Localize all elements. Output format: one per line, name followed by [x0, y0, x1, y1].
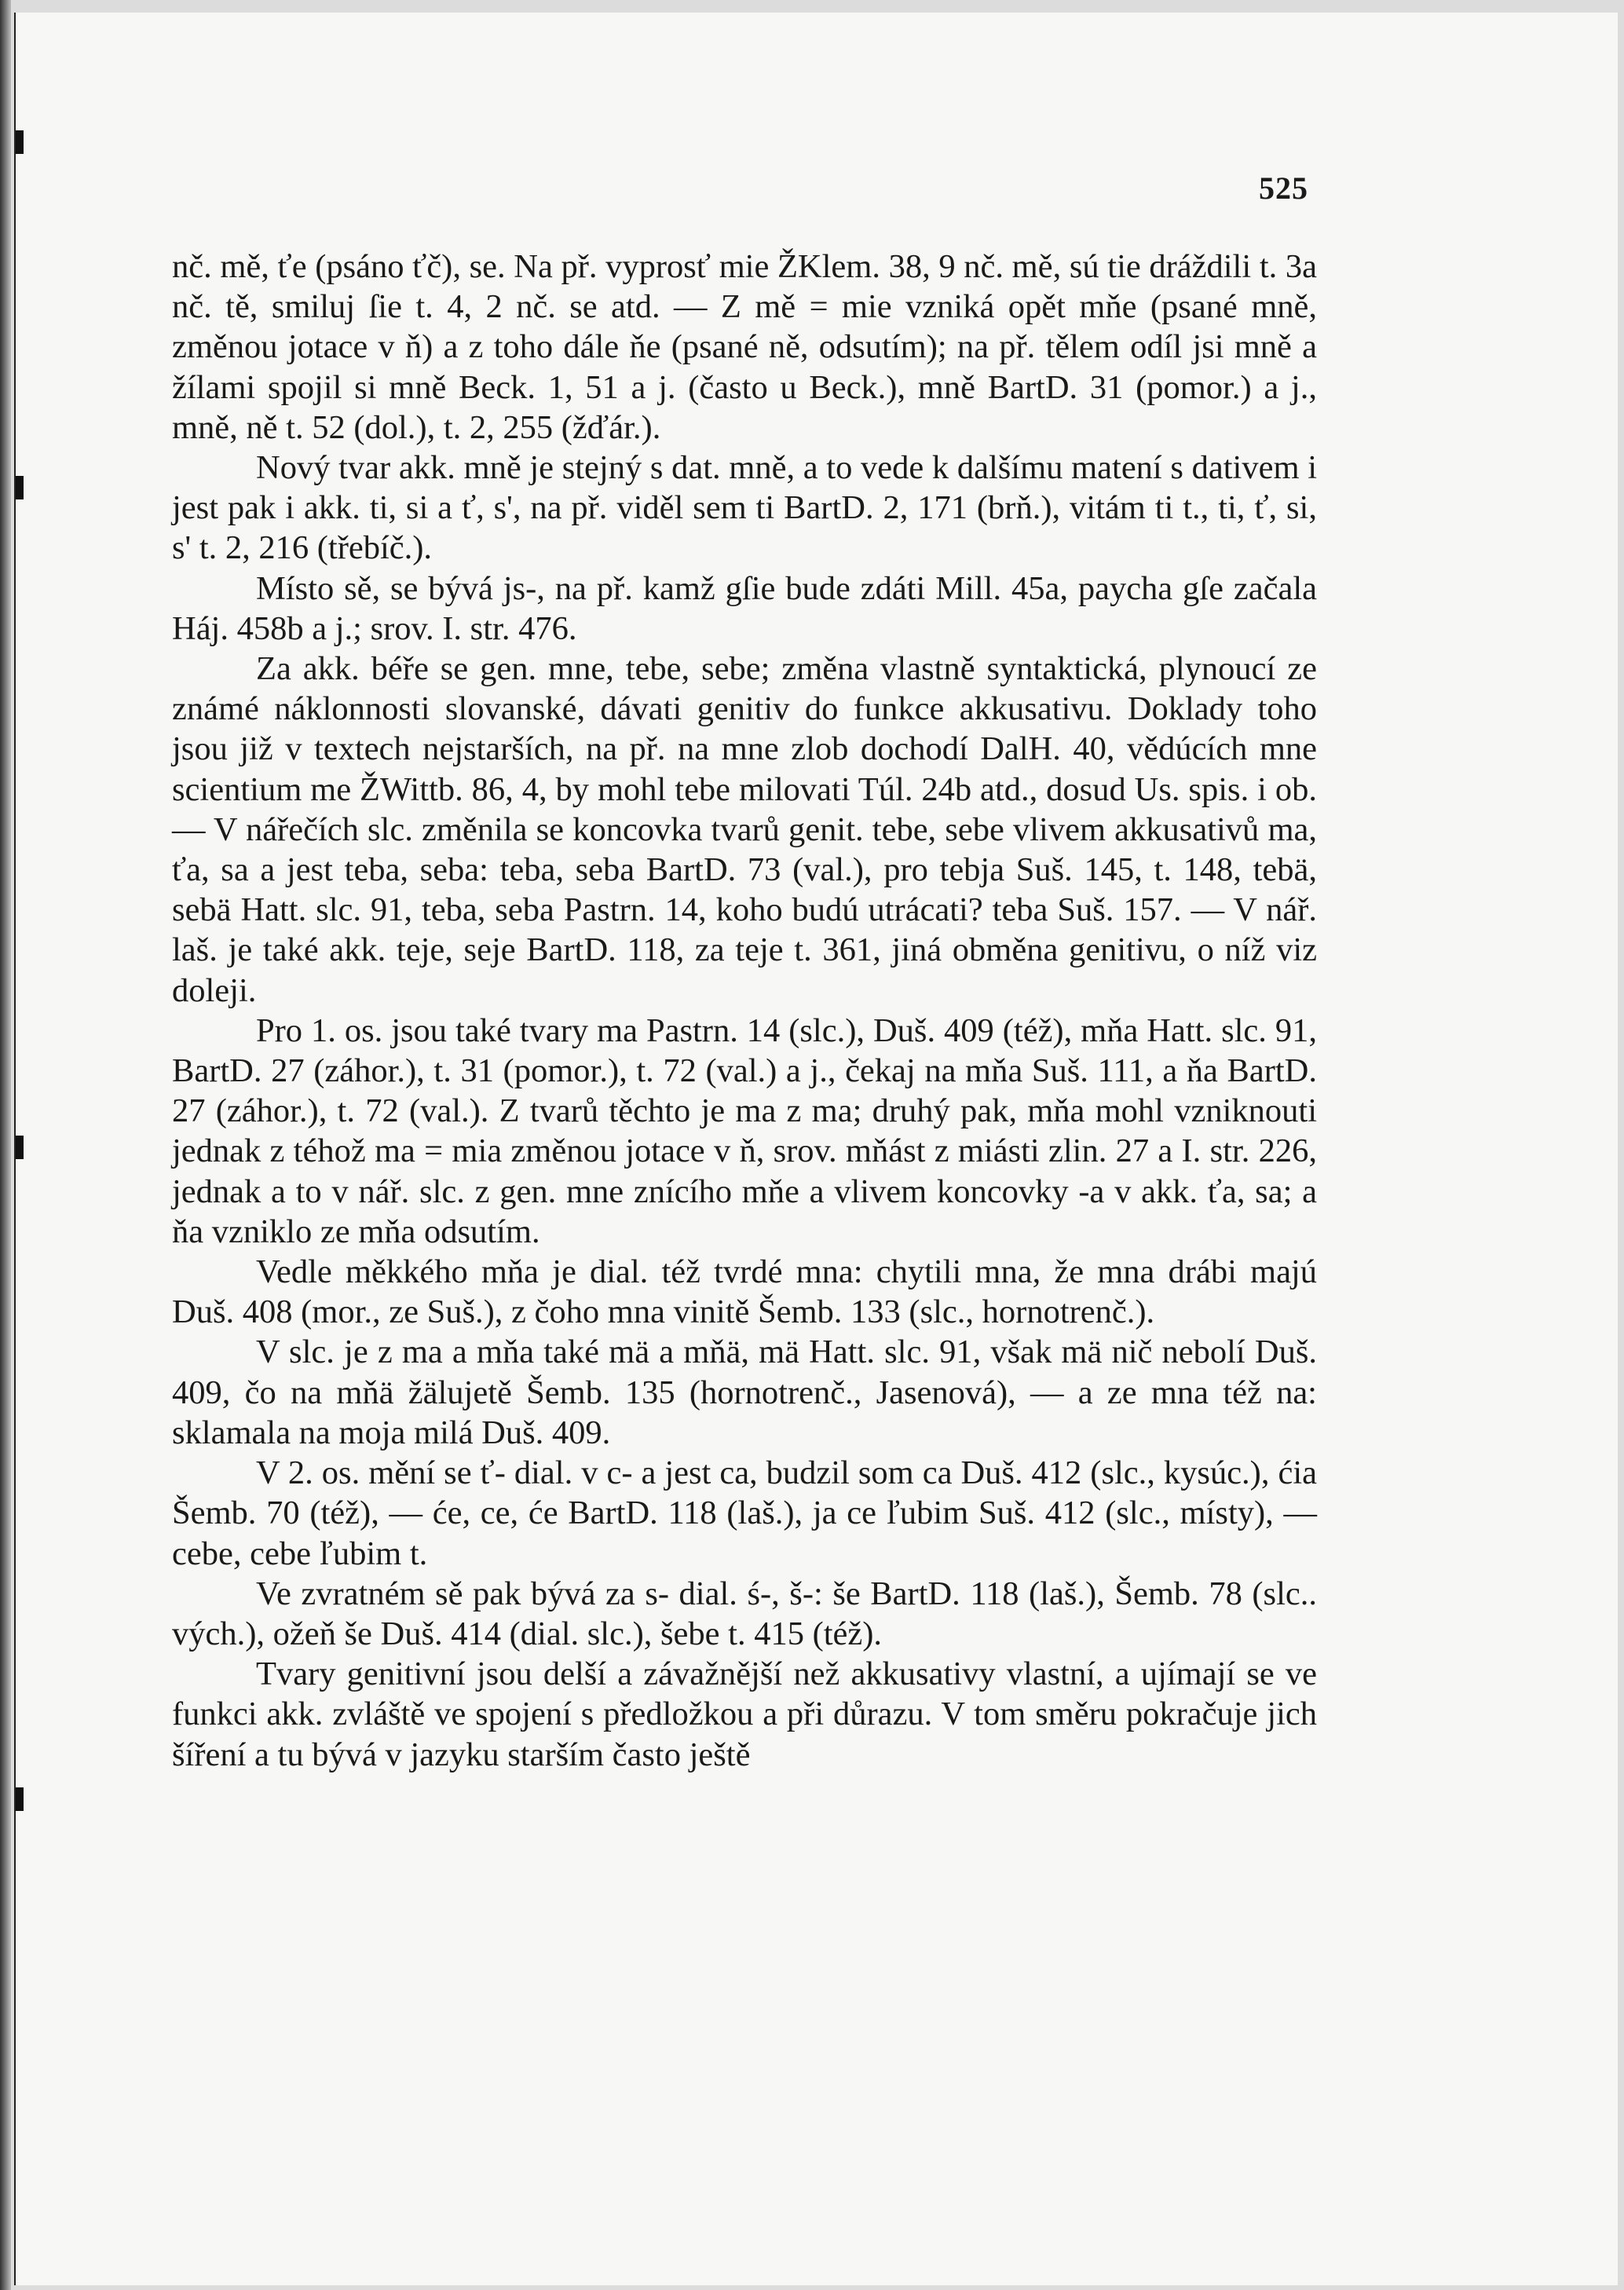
paragraph: Ve zvratném sě pak bývá za s- dial. ś-, š-: še BartD. 118 (laš.), Šemb. 78 (slc.. vých.), ožeň še Duš. 414 (dial. slc.), šebe t. 415 (též).: [172, 1575, 1317, 1652]
book-page: [14, 13, 1618, 2285]
margin-mark: [16, 1787, 24, 1811]
paragraph: Nový tvar akk. mně je stejný s dat. mně, a to vede k dalšímu matení s dativem i jest pak i akk. ti, si a ť, s', na př. viděl sem ti BartD. 2, 171 (brň.), vitám ti t., ti, ť, si, s' t. 2, 216 (třebíč.).: [172, 449, 1317, 567]
paragraph: Tvary genitivní jsou delší a závažnější než akkusativy vlastní, a ujímají se ve funkci akk. zvláště ve spojení s předložkou a při důrazu. V tom směru pokračuje jich šíření a tu bývá v jazyku starším často ještě: [172, 1655, 1317, 1773]
paragraph: Vedle měkkého mňa je dial. též tvrdé mna: chytili mna, že mna drábi majú Duš. 408 (mor., ze Suš.), z čoho mna vinitě Šemb. 133 (slc., hornotrenč.).: [172, 1253, 1317, 1331]
scan-edge-shadow: [0, 0, 11, 2290]
paragraph: Místo sě, se bývá js-, na př. kamž gſie bude zdáti Mill. 45a, paycha gſe začala Háj. 458b a j.; srov. I. str. 476.: [172, 569, 1317, 647]
paragraph: Za akk. béře se gen. mne, tebe, sebe; změna vlastně syntaktická, plynoucí ze známé náklonnosti slovanské, dávati genitiv do funkce akkusativu. Doklady toho jsou již v textech nejstarších, na př. na mne zlob dochodí DalH. 40, vědúcích mne scientium me ŽWittb. 86, 4, by mohl tebe milovati Túl. 24b atd., dosud Us. spis. i ob. — V nářečích slc. změnila se koncovka tvarů genit. tebe, sebe vlivem akkusativů ma, ťa, sa a jest teba, seba: teba, seba BartD. 73 (val.), pro tebja Suš. 145, t. 148, tebä, sebä Hatt. slc. 91, teba, seba Pastrn. 14, koho budú utrácati? teba Suš. 157. — V nář. laš. je také akk. teje, seje BartD. 118, za teje t. 361, jiná obměna genitivu, o níž viz doleji.: [172, 650, 1317, 1009]
margin-mark: [16, 130, 24, 154]
paragraph: nč. mě, ťe (psáno ťč), se. Na př. vyprosť mie ŽKlem. 38, 9 nč. mě, sú tie dráždili t. 3a nč. tě, smiluj ſie t. 4, 2 nč. se atd. — Z mě = mie vzniká opět mňe (psané mně, změnou jotace v ň) a z toho dále ňe (psané ně, odsutím); na př. tělem odíl jsi mně a žílami spojil si mně Beck. 1, 51 a j. (často u Beck.), mně BartD. 31 (pomor.) a j., mně, ně t. 52 (dol.), t. 2, 255 (žďár.).: [172, 248, 1317, 446]
paragraph: V slc. je z ma a mňa také mä a mňä, mä Hatt. slc. 91, však mä nič nebolí Duš. 409, čo na mňä žälujetě Šemb. 135 (hornotrenč., Jasenová), — a ze mna též na: sklamala na moja milá Duš. 409.: [172, 1333, 1317, 1451]
page-number: 525: [1259, 170, 1308, 206]
paragraph: V 2. os. mění se ť- dial. v c- a jest ca, budzil som ca Duš. 412 (slc., kysúc.), ćia Šemb. 70 (též), — će, ce, će BartD. 118 (laš.), ja ce ľubim Suš. 412 (slc., místy), — cebe, cebe ľubim t.: [172, 1454, 1317, 1572]
body-text: [172, 247, 1317, 1775]
paragraph: Pro 1. os. jsou také tvary ma Pastrn. 14 (slc.), Duš. 409 (též), mňa Hatt. slc. 91, BartD. 27 (záhor.), t. 31 (pomor.), t. 72 (val.) a j., čekaj na mňa Suš. 111, a ňa BartD. 27 (záhor.), t. 72 (val.). Z tvarů těchto je ma z ma; druhý pak, mňa mohl vzniknouti jednak z téhož ma = mia změnou jotace v ň, srov. mňást z miásti zlin. 27 a I. str. 226, jednak a to v nář. slc. z gen. mne znícího mňe a vlivem koncovky -a v akk. ťa, sa; a ňa vzniklo ze mňa odsutím.: [172, 1011, 1317, 1250]
margin-mark: [16, 476, 24, 499]
margin-mark: [16, 1136, 24, 1159]
